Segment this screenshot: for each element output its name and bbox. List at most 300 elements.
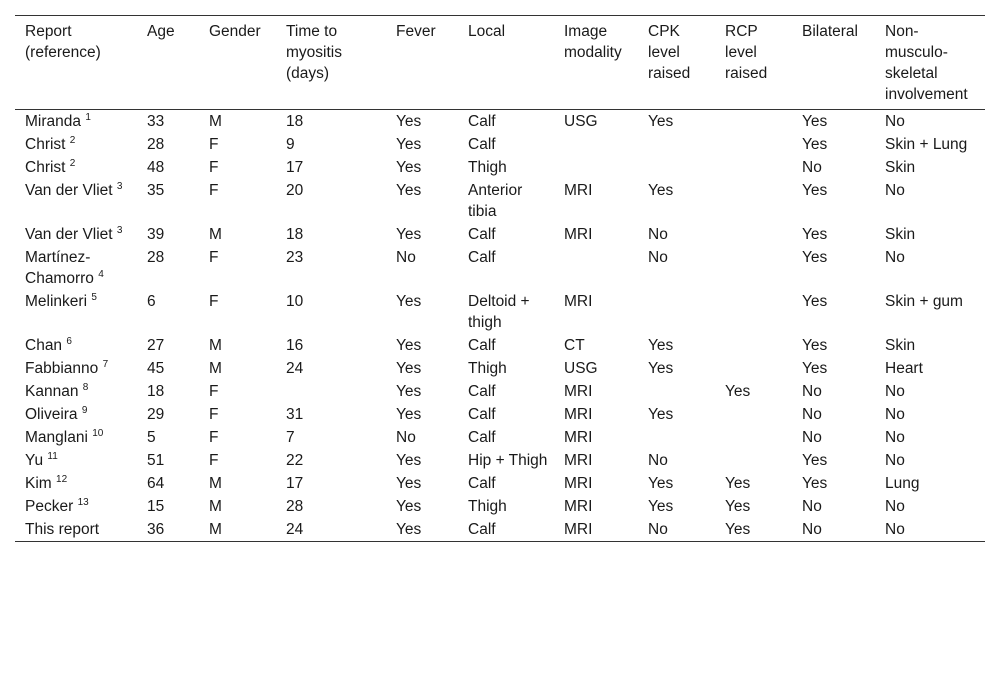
cell-rcp (715, 449, 792, 472)
cell-image-text: MRI (564, 475, 593, 492)
cell-gender (199, 179, 276, 223)
table-row (15, 334, 985, 357)
header-local: Local (468, 23, 506, 40)
cell-fever-text: Yes (396, 521, 422, 538)
cell-report-text: Yu (25, 452, 44, 469)
cell-local-text: Calf (468, 136, 496, 153)
cell-gender (199, 156, 276, 179)
cell-age (137, 334, 199, 357)
cell-rcp (715, 357, 792, 380)
cell-report-text: Christ (25, 159, 66, 176)
cell-cpk-text: No (648, 452, 668, 469)
cell-cpk (638, 426, 715, 449)
cell-time-text: 10 (286, 293, 304, 310)
cell-bilateral-text: No (802, 521, 822, 538)
cell-local-text: Thigh (468, 360, 507, 377)
cell-image-text: CT (564, 337, 585, 354)
cell-local-text: Calf (468, 337, 496, 354)
cell-local-text: Anterior tibia (468, 182, 523, 220)
cell-time (276, 357, 386, 380)
cell-cpk-text: Yes (648, 498, 674, 515)
cell-fever-text: Yes (396, 498, 422, 515)
cell-report-text: Martínez-Chamorro (25, 249, 94, 287)
cell-local (458, 290, 554, 334)
cell-local-text: Calf (468, 521, 496, 538)
cell-time-text: 28 (286, 498, 304, 515)
cell-fever-text: No (396, 429, 416, 446)
cell-rcp (715, 290, 792, 334)
cell-age-text: 5 (147, 429, 156, 446)
cell-age-text: 64 (147, 475, 165, 492)
cell-non-msk (875, 426, 985, 449)
cell-bilateral-text: Yes (802, 182, 828, 199)
cell-rcp (715, 223, 792, 246)
header-bilateral: Bilateral (802, 23, 858, 40)
cell-fever (386, 290, 458, 334)
cell-image-text: MRI (564, 406, 593, 423)
cell-fever-text: Yes (396, 406, 422, 423)
cell-local (458, 518, 554, 542)
reference-number: 2 (69, 134, 76, 146)
header-non-msk: Non-musculo-skeletal involvement (885, 23, 968, 103)
header-image-modality: Image modality (564, 23, 622, 61)
table-row (15, 246, 985, 290)
cell-non-msk-text: No (885, 429, 905, 446)
cell-non-msk-text: Skin + Lung (885, 136, 968, 153)
cell-non-msk (875, 223, 985, 246)
cell-gender (199, 223, 276, 246)
cell-report-text: Christ (25, 136, 66, 153)
cell-non-msk (875, 403, 985, 426)
table-row (15, 156, 985, 179)
cell-report (15, 223, 137, 246)
cell-non-msk-text: Skin + gum (885, 293, 963, 310)
cell-local (458, 133, 554, 156)
cell-cpk (638, 290, 715, 334)
cell-fever-text: Yes (396, 182, 422, 199)
cell-bilateral-text: No (802, 498, 822, 515)
table-row (15, 449, 985, 472)
cell-bilateral (792, 290, 875, 334)
cell-local-text: Calf (468, 406, 496, 423)
cell-image-text: USG (564, 360, 598, 377)
cell-image-text: MRI (564, 226, 593, 243)
cell-gender (199, 403, 276, 426)
cell-age-text: 15 (147, 498, 165, 515)
cell-bilateral-text: Yes (802, 452, 828, 469)
cell-fever (386, 449, 458, 472)
cell-image (554, 110, 638, 134)
cell-age (137, 449, 199, 472)
cell-bilateral (792, 495, 875, 518)
cell-gender (199, 110, 276, 134)
cell-bilateral (792, 179, 875, 223)
cell-local-text: Calf (468, 249, 496, 266)
cell-local-text: Hip + Thigh (468, 452, 548, 469)
cell-fever (386, 518, 458, 542)
cell-local (458, 357, 554, 380)
reference-number: 11 (47, 450, 58, 462)
cell-cpk (638, 179, 715, 223)
cell-cpk (638, 110, 715, 134)
cell-rcp (715, 179, 792, 223)
cell-bilateral (792, 223, 875, 246)
cell-gender-text: M (209, 226, 222, 243)
cell-rcp-text: Yes (725, 498, 751, 515)
cell-cpk (638, 246, 715, 290)
table-row (15, 495, 985, 518)
cell-image-text: MRI (564, 182, 593, 199)
cell-image (554, 449, 638, 472)
cell-cpk (638, 380, 715, 403)
cell-local (458, 449, 554, 472)
cell-local-text: Calf (468, 429, 496, 446)
cell-bilateral-text: Yes (802, 360, 828, 377)
cell-fever (386, 495, 458, 518)
cell-rcp (715, 110, 792, 134)
header-fever: Fever (396, 23, 436, 40)
cell-age (137, 357, 199, 380)
cell-report (15, 179, 137, 223)
cell-image-text: MRI (564, 521, 593, 538)
cell-bilateral (792, 472, 875, 495)
cell-local-text: Calf (468, 475, 496, 492)
cell-gender (199, 133, 276, 156)
cell-cpk-text: Yes (648, 337, 674, 354)
cell-report (15, 403, 137, 426)
table-row (15, 426, 985, 449)
cell-time-text: 17 (286, 475, 304, 492)
cell-report-text: Kim (25, 475, 52, 492)
cell-time (276, 495, 386, 518)
cell-report (15, 290, 137, 334)
table-row (15, 518, 985, 542)
cell-age-text: 18 (147, 383, 165, 400)
table-header (15, 16, 985, 110)
cell-age (137, 472, 199, 495)
cell-time-text: 22 (286, 452, 304, 469)
table-row (15, 223, 985, 246)
cell-bilateral-text: Yes (802, 136, 828, 153)
cell-age (137, 380, 199, 403)
cell-gender (199, 518, 276, 542)
cell-time-text: 31 (286, 406, 304, 423)
table-row (15, 357, 985, 380)
cell-age-text: 51 (147, 452, 165, 469)
cell-report (15, 380, 137, 403)
cell-non-msk-text: Skin (885, 226, 916, 243)
cell-cpk (638, 518, 715, 542)
cell-fever-text: Yes (396, 226, 422, 243)
header-report: Report (reference) (25, 23, 101, 61)
cell-image-text: MRI (564, 429, 593, 446)
cell-time-text: 16 (286, 337, 304, 354)
cell-gender-text: M (209, 113, 222, 130)
cell-rcp (715, 426, 792, 449)
cell-fever (386, 380, 458, 403)
cell-non-msk (875, 472, 985, 495)
cell-report (15, 449, 137, 472)
cell-rcp-text: Yes (725, 383, 751, 400)
table-row (15, 380, 985, 403)
cell-bilateral-text: No (802, 406, 822, 423)
cell-fever (386, 110, 458, 134)
cell-report (15, 357, 137, 380)
table-row (15, 472, 985, 495)
cell-age-text: 6 (147, 293, 156, 310)
cell-report-text: Kannan (25, 383, 79, 400)
cell-age-text: 33 (147, 113, 165, 130)
header-gender: Gender (209, 23, 261, 40)
reference-number: 10 (92, 427, 104, 439)
cell-gender (199, 246, 276, 290)
cell-non-msk-text: No (885, 498, 905, 515)
cell-age (137, 495, 199, 518)
cell-gender-text: F (209, 182, 219, 199)
cell-time (276, 426, 386, 449)
cell-fever (386, 133, 458, 156)
cell-gender (199, 334, 276, 357)
cell-bilateral (792, 403, 875, 426)
cell-time (276, 223, 386, 246)
cell-time (276, 179, 386, 223)
cell-fever-text: Yes (396, 113, 422, 130)
cell-bilateral (792, 518, 875, 542)
cell-non-msk-text: Skin (885, 159, 916, 176)
cell-image (554, 223, 638, 246)
cell-rcp (715, 133, 792, 156)
case-reports-table (15, 15, 985, 542)
cell-non-msk (875, 495, 985, 518)
cell-age (137, 179, 199, 223)
cell-image (554, 426, 638, 449)
cell-age (137, 133, 199, 156)
cell-image (554, 133, 638, 156)
cell-report-text: Miranda (25, 113, 81, 130)
cell-bilateral-text: Yes (802, 337, 828, 354)
cell-local-text: Deltoid + thigh (468, 293, 530, 331)
cell-gender-text: M (209, 475, 222, 492)
cell-fever (386, 357, 458, 380)
cell-age (137, 290, 199, 334)
cell-bilateral-text: No (802, 383, 822, 400)
cell-time-text: 24 (286, 521, 304, 538)
reference-number: 3 (116, 180, 123, 192)
cell-cpk (638, 133, 715, 156)
cell-time (276, 133, 386, 156)
cell-report-text: Van der Vliet (25, 226, 113, 243)
cell-non-msk (875, 449, 985, 472)
cell-local-text: Thigh (468, 159, 507, 176)
cell-cpk (638, 357, 715, 380)
cell-image-text: USG (564, 113, 598, 130)
cell-report-text: Melinkeri (25, 293, 88, 310)
cell-cpk (638, 403, 715, 426)
cell-image (554, 403, 638, 426)
cell-rcp (715, 156, 792, 179)
cell-non-msk (875, 518, 985, 542)
cell-rcp-text: Yes (725, 475, 751, 492)
reference-number: 8 (82, 381, 89, 393)
cell-non-msk (875, 357, 985, 380)
cell-bilateral (792, 449, 875, 472)
cell-time (276, 380, 386, 403)
cell-cpk (638, 223, 715, 246)
cell-non-msk (875, 334, 985, 357)
cell-report (15, 110, 137, 134)
cell-time (276, 403, 386, 426)
cell-local-text: Calf (468, 113, 496, 130)
cell-rcp (715, 334, 792, 357)
reference-number: 5 (91, 291, 97, 303)
cell-gender-text: M (209, 360, 222, 377)
cell-time-text: 18 (286, 113, 304, 130)
cell-fever (386, 156, 458, 179)
cell-report (15, 156, 137, 179)
cell-cpk-text: No (648, 226, 668, 243)
cell-gender-text: M (209, 521, 222, 538)
cell-fever-text: Yes (396, 452, 422, 469)
cell-time (276, 110, 386, 134)
cell-gender (199, 426, 276, 449)
cell-bilateral (792, 156, 875, 179)
reference-number: 2 (69, 157, 76, 169)
cell-image (554, 290, 638, 334)
header-rcp: RCP level raised (725, 23, 768, 82)
cell-local (458, 403, 554, 426)
cell-cpk-text: Yes (648, 113, 674, 130)
cell-fever-text: Yes (396, 293, 422, 310)
table-row (15, 290, 985, 334)
cell-local (458, 179, 554, 223)
cell-gender-text: F (209, 452, 219, 469)
cell-time-text: 17 (286, 159, 304, 176)
cell-non-msk-text: No (885, 521, 905, 538)
cell-local-text: Calf (468, 226, 496, 243)
cell-time (276, 518, 386, 542)
cell-fever-text: Yes (396, 360, 422, 377)
cell-age-text: 35 (147, 182, 165, 199)
cell-age (137, 518, 199, 542)
table-body (15, 110, 985, 542)
header-cpk: CPK level raised (648, 23, 691, 82)
cell-gender-text: F (209, 383, 219, 400)
cell-age (137, 246, 199, 290)
cell-bilateral (792, 380, 875, 403)
cell-gender (199, 357, 276, 380)
cell-report-text: Pecker (25, 498, 74, 515)
reference-number: 7 (102, 358, 109, 370)
cell-time-text: 23 (286, 249, 304, 266)
cell-local (458, 426, 554, 449)
cell-cpk (638, 156, 715, 179)
cell-age (137, 426, 199, 449)
cell-bilateral-text: No (802, 159, 822, 176)
cell-age (137, 403, 199, 426)
cell-gender-text: F (209, 406, 219, 423)
cell-report (15, 472, 137, 495)
cell-age (137, 110, 199, 134)
cell-cpk (638, 449, 715, 472)
cell-image-text: MRI (564, 383, 593, 400)
cell-image (554, 495, 638, 518)
cell-age-text: 45 (147, 360, 165, 377)
cell-cpk-text: Yes (648, 475, 674, 492)
cell-non-msk-text: Lung (885, 475, 920, 492)
cell-bilateral-text: Yes (802, 293, 828, 310)
cell-report (15, 334, 137, 357)
cell-report-text: Van der Vliet (25, 182, 113, 199)
cell-report (15, 246, 137, 290)
cell-non-msk (875, 133, 985, 156)
cell-rcp (715, 380, 792, 403)
cell-bilateral (792, 334, 875, 357)
cell-bilateral (792, 110, 875, 134)
table-row (15, 403, 985, 426)
cell-gender (199, 290, 276, 334)
cell-image (554, 380, 638, 403)
cell-image (554, 246, 638, 290)
cell-fever-text: Yes (396, 159, 422, 176)
cell-local-text: Thigh (468, 498, 507, 515)
cell-rcp-text: Yes (725, 521, 751, 538)
cell-non-msk-text: Skin (885, 337, 916, 354)
cell-gender (199, 495, 276, 518)
cell-age-text: 29 (147, 406, 165, 423)
cell-gender-text: M (209, 337, 222, 354)
cell-image (554, 179, 638, 223)
cell-local (458, 156, 554, 179)
cell-gender-text: F (209, 293, 219, 310)
cell-fever (386, 179, 458, 223)
cell-cpk-text: No (648, 249, 668, 266)
cell-non-msk-text: No (885, 406, 905, 423)
cell-age (137, 223, 199, 246)
cell-rcp (715, 472, 792, 495)
cell-report (15, 495, 137, 518)
cell-non-msk (875, 380, 985, 403)
cell-non-msk-text: No (885, 113, 905, 130)
cell-rcp (715, 495, 792, 518)
cell-local (458, 380, 554, 403)
cell-bilateral-text: Yes (802, 226, 828, 243)
cell-image (554, 518, 638, 542)
cell-age-text: 48 (147, 159, 165, 176)
reference-number: 1 (85, 111, 91, 123)
table-row (15, 110, 985, 134)
cell-bilateral (792, 246, 875, 290)
cell-fever-text: Yes (396, 136, 422, 153)
cell-image (554, 334, 638, 357)
cell-local (458, 472, 554, 495)
cell-non-msk (875, 290, 985, 334)
cell-cpk-text: Yes (648, 182, 674, 199)
cell-time (276, 449, 386, 472)
cell-cpk-text: Yes (648, 360, 674, 377)
cell-fever (386, 426, 458, 449)
cell-gender-text: M (209, 498, 222, 515)
cell-non-msk-text: No (885, 182, 905, 199)
cell-time-text: 18 (286, 226, 304, 243)
cell-report-text: Oliveira (25, 406, 78, 423)
cell-gender-text: F (209, 159, 219, 176)
table-row (15, 179, 985, 223)
cell-local-text: Calf (468, 383, 496, 400)
cell-fever-text: Yes (396, 475, 422, 492)
cell-image-text: MRI (564, 293, 593, 310)
cell-time-text: 20 (286, 182, 304, 199)
cell-time-text: 24 (286, 360, 304, 377)
